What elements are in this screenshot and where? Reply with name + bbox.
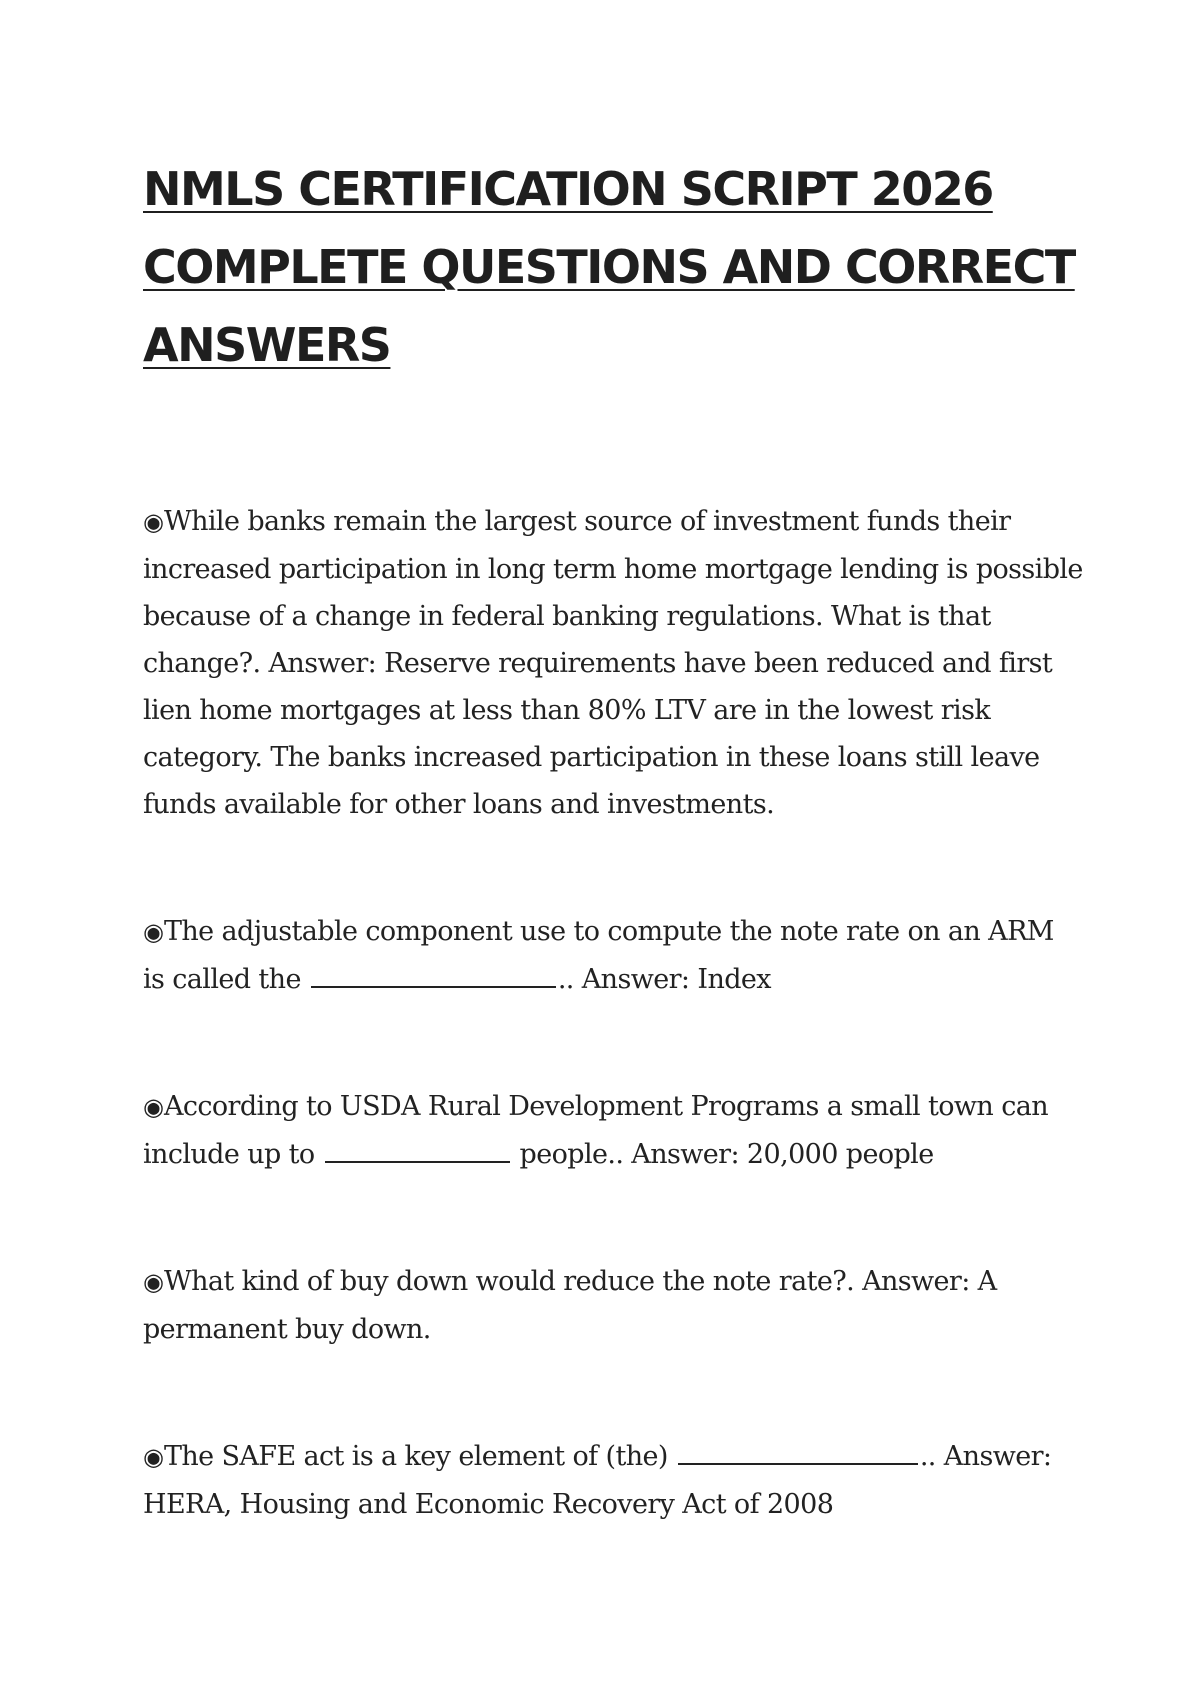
qa-text-after: people.. Answer: 20,000 people	[511, 1139, 934, 1170]
bullet-icon: ◉	[143, 508, 164, 536]
bullet-icon: ◉	[143, 1268, 164, 1296]
answer-blank	[678, 1435, 918, 1465]
qa-item-2	[143, 908, 1083, 1003]
qa-text-before: The SAFE act is a key element of (the)	[163, 1441, 676, 1472]
qa-item-1	[143, 498, 1083, 828]
qa-text-before: According to USDA Rural Development Programs a small town can include up to	[143, 1091, 1049, 1170]
document-title	[143, 150, 1083, 384]
answer-blank	[325, 1133, 510, 1163]
qa-item-5	[143, 1433, 1083, 1528]
qa-item-4	[143, 1258, 1083, 1353]
title-line-1: NMLS CERTIFICATION SCRIPT 2026	[143, 162, 993, 216]
bullet-icon: ◉	[143, 1443, 164, 1471]
qa-text-after: .. Answer: Index	[557, 964, 771, 995]
title-line-3: ANSWERS	[143, 318, 391, 372]
qa-text: What kind of buy down would reduce the note rate?. Answer: A permanent buy down.	[143, 1266, 997, 1345]
bullet-icon: ◉	[143, 918, 164, 946]
answer-blank	[311, 958, 556, 988]
qa-item-3	[143, 1083, 1083, 1178]
qa-text: While banks remain the largest source of investment funds their increased participation in long term home mortgage lending is possible because of a change in federal banking regulations. What is that change?. Answer: Reserve requirements have been reduced and first lien home mortgages at less than 80% LTV are in the lowest risk category. The banks increased participation in these loans still leave funds available for other loans and investments.	[143, 506, 1083, 820]
qa-text-before: The adjustable component use to compute the note rate on an ARM is called the	[143, 916, 1054, 995]
qa-list	[143, 498, 1083, 1608]
bullet-icon: ◉	[143, 1093, 164, 1121]
title-line-2: COMPLETE QUESTIONS AND CORRECT	[143, 240, 1075, 294]
document-page	[143, 150, 1083, 1520]
qa-text-after: .. Answer: HERA, Housing and Economic Recovery Act of 2008	[143, 1441, 1052, 1520]
